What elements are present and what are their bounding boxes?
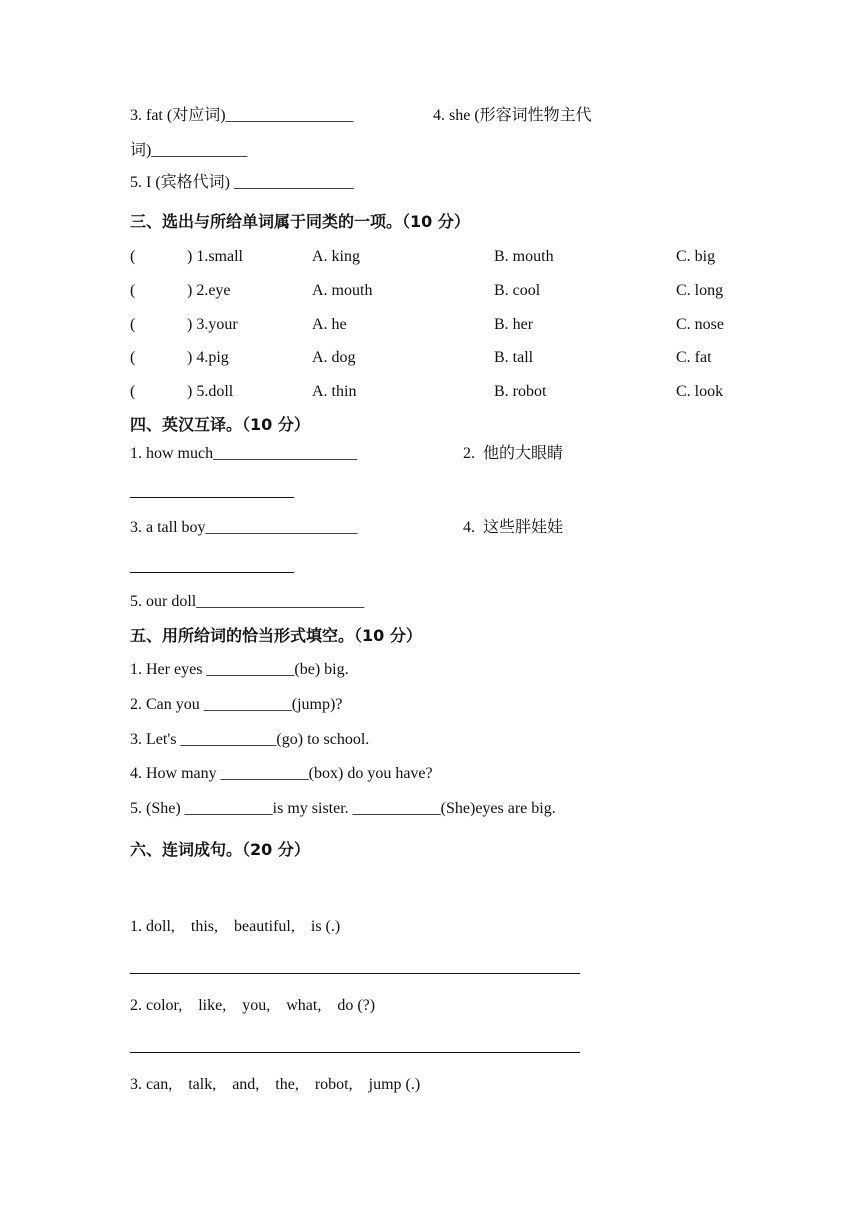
section-4-heading: 四、英汉互译。（10 分） (130, 415, 310, 434)
s5-item: 1. Her eyes ___________(be) big. (130, 661, 349, 678)
s3-option-b: B. robot (494, 383, 547, 400)
s3-option-b: B. cool (494, 282, 541, 299)
s4-item-4: 4. 这些胖娃娃 (463, 519, 564, 536)
s3-option-a: A. thin (312, 383, 357, 400)
s3-stem: ) 4.pig (187, 349, 229, 366)
s4-item-3: 3. a tall boy___________________ (130, 519, 358, 536)
s3-stem: ) 5.doll (187, 383, 234, 400)
s2-item-5: 5. I (宾格代词) _______________ (130, 174, 354, 191)
s4-item-4-answer-line (130, 572, 294, 573)
section-3-heading: 三、选出与所给单词属于同类的一项。（10 分） (130, 212, 470, 231)
s3-paren: ( (130, 248, 136, 265)
s6-item: 2. color, like, you, what, do (?) (130, 997, 376, 1014)
s3-option-a: A. dog (312, 349, 356, 366)
s3-paren: ( (130, 316, 136, 333)
section-6-heading: 六、连词成句。（20 分） (130, 840, 310, 859)
s6-item: 1. doll, this, beautiful, is (.) (130, 918, 341, 935)
s3-paren: ( (130, 282, 136, 299)
s5-item: 3. Let's ____________(go) to school. (130, 731, 370, 748)
s3-option-b: B. tall (494, 349, 534, 366)
s3-option-c: C. look (676, 383, 724, 400)
s3-option-a: A. mouth (312, 282, 373, 299)
s3-option-a: A. he (312, 316, 347, 333)
s4-item-1: 1. how much__________________ (130, 445, 358, 462)
s2-item-4-cont: 词)____________ (130, 142, 248, 159)
s3-stem: ) 1.small (187, 248, 243, 265)
s5-item: 4. How many ___________(box) do you have? (130, 765, 433, 782)
s3-paren: ( (130, 383, 136, 400)
s3-option-c: C. fat (676, 349, 712, 366)
s4-item-5: 5. our doll_____________________ (130, 593, 365, 610)
s3-option-c: C. big (676, 248, 716, 265)
s5-item: 5. (She) ___________is my sister. ___________(She)eyes are big. (130, 800, 556, 817)
s3-option-b: B. her (494, 316, 534, 333)
s6-item: 3. can, talk, and, the, robot, jump (.) (130, 1076, 421, 1093)
s3-option-b: B. mouth (494, 248, 554, 265)
s3-option-c: C. nose (676, 316, 724, 333)
s4-item-2-answer-line (130, 497, 294, 498)
section-5-heading: 五、用所给词的恰当形式填空。（10 分） (130, 626, 422, 645)
s2-item-3: 3. fat (对应词)________________ (130, 107, 354, 124)
s3-paren: ( (130, 349, 136, 366)
s4-item-2: 2. 他的大眼睛 (463, 445, 564, 462)
s6-answer-line (130, 1052, 580, 1053)
s3-option-c: C. long (676, 282, 724, 299)
s3-stem: ) 3.your (187, 316, 238, 333)
s3-option-a: A. king (312, 248, 360, 265)
s5-item: 2. Can you ___________(jump)? (130, 696, 343, 713)
s3-stem: ) 2.eye (187, 282, 231, 299)
s6-answer-line (130, 973, 580, 974)
s2-item-4: 4. she (形容词性物主代 (433, 107, 592, 124)
